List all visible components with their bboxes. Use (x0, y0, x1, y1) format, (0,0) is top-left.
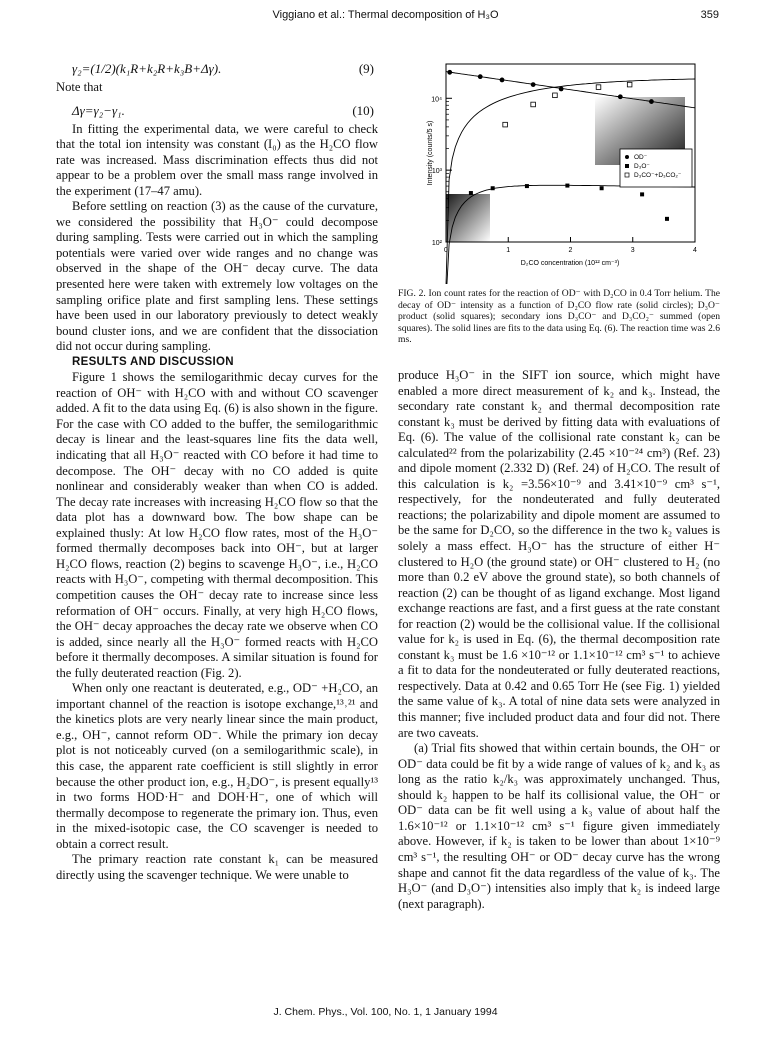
paragraph: When only one reactant is deuterated, e.g., OD⁻ +H₂CO, an important channel of the reaction is isotope exchange,¹³˒²¹ and the kinetics plots are very nearly linear since the main product, e.g., OH⁻, cannot reform OD⁻. While the primary ion decay plot is not noticeably curved (on a semilogarithmic scale), in this case, the apparent rate coefficient is still slightly in error because the other product ion, e.g., H₂DO⁻, is present equally¹³ in two forms HOD·H⁻ and DOH·H⁻, one of which will thermally decompose to regenerate the primary ion. Thus, even in the mixed-isotopic case, the CO scavenger is needed to obtain a correct result. (56, 681, 378, 851)
paragraph: (a) Trial fits showed that within certain bounds, the OH⁻ or OD⁻ data could be fit by a wide range of values of k₂ and k₃ as long as the ratio k₂/k₃ was approximately unchanged. Thus, should k₂ happen to be half its collisional value, the OH⁻ or OD⁻ data can be fit well using a k₃ value of about half the 1.6×10⁻¹² or 1.1×10⁻¹² cm³ s⁻¹ figure given immediately above. However, if k₂ is taken to be lower than about 1×10⁻⁹ cm³ s⁻¹, the resulting OH⁻ or OD⁻ decay curve has the wrong shape and cannot fit the data regardless of the value of k₃. The H₃O⁻ (and D₃O⁻) intensities also imply that k₂ is indeed large (next paragraph). (398, 741, 720, 911)
legend-label: D₃O⁻ (634, 163, 650, 170)
equation-10 (56, 100, 378, 122)
legend-label: OD⁻ (634, 154, 648, 161)
legend-marker-od (625, 155, 629, 159)
equation-9-number: (9) (358, 61, 374, 76)
note-text: Note that (56, 80, 103, 94)
x-axis-label: D₂CO concentration (10¹² cm⁻³) (520, 260, 620, 267)
data-point-od (531, 82, 536, 87)
x-tick-label: 3 (630, 247, 635, 254)
data-point-secondary (553, 93, 558, 98)
shaded-region-lower (446, 194, 490, 242)
data-point-od (649, 99, 654, 104)
equation-10-number: (10) (352, 102, 374, 118)
data-point-d3o (600, 186, 604, 190)
x-tick-label: 2 (568, 247, 573, 254)
journal-footer: J. Chem. Phys., Vol. 100, No. 1, 1 January 1994 (273, 1006, 498, 1018)
y-tick-label: 10³ (431, 168, 442, 176)
paragraph: In fitting the experimental data, we were careful to check that the total ion intensity was constant (I₀) as the H₂CO flow rate was increased. Mass discrimination effects thus did not appear to be a problem over the small mass range involved in the experiment (17–47 amu). (56, 121, 378, 198)
x-tick-label: 1 (506, 247, 511, 254)
data-point-d3o (565, 184, 569, 188)
paragraph: The primary reaction rate constant k₁ can be measured directly using the scavenger technique. We were unable to (56, 852, 378, 882)
data-point-od (559, 87, 564, 92)
data-point-od (478, 74, 483, 79)
data-point-secondary (531, 102, 536, 107)
x-tick-label: 4 (693, 247, 697, 254)
legend-label: D₃CO⁻+D₃CO₂⁻ (634, 172, 682, 179)
data-point-secondary (596, 85, 601, 90)
data-point-d3o (491, 186, 495, 190)
chart-svg (420, 62, 710, 284)
y-tick-label: 10⁴ (431, 96, 442, 104)
figure-caption: FIG. 2. Ion count rates for the reaction of OD⁻ with D₂CO in 0.4 Torr helium. The decay of OD⁻ intensity as a function of D₂CO flow rate (solid circles); D₃O⁻ product (solid squares); secondary ions D₃CO⁻ and D₃CO₂⁻ summed (open squares). The solid lines are fits to the data using Eq. (6). The reaction time was 2.6 ms. (398, 288, 720, 345)
page-number: 359 (700, 9, 719, 21)
data-point-d3o (469, 191, 473, 195)
data-point-od (618, 94, 623, 99)
y-axis-label: Intensity (counts/5 s) (427, 120, 434, 186)
paragraph: Figure 1 shows the semilogarithmic decay curves for the reaction of OH⁻ with H₂CO with and without CO scavenger added. A fit to the data using Eq. (6) is also shown in the figure. For the case with CO added to the buffer, the semilogarithmic decay is linear and the least-squares line fits the data well, indicating that all H₃O⁻ reacted with CO before it had time to decompose. The OH⁻ decay with no CO added is quite nonlinear and considerably weaker than when CO is added. The decay rate increases with increasing H₂CO flow so that the data plot has a downward bow. The bow shape can be explained thusly: At low H₂CO flow rates, most of the H₃O⁻ formed thermally decomposes back into OH⁻, but at larger H₂CO flows, reaction (2) begins to scavenge H₃O⁻, i.e., H₂CO reacts with H₃O⁻, competing with thermal decomposition. This competition causes the OH⁻ decay rate to increase since less reformation of OH⁻ occurs. Finally, at very high H₂CO flows, the OH⁻ decay approaches the decay rate we observe when CO is added, since nearly all the H₃O⁻ formed reacts with H₂CO before it thermally decomposes. A similar situation is found for the fully deuterated reaction (Fig. 2). (56, 370, 378, 680)
left-column (56, 58, 378, 883)
data-point-d3o (525, 184, 529, 188)
data-point-secondary (503, 122, 508, 127)
equation-9-expression: γ₂=(1/2)(k₁R+k₂R+k₃B+Δγ). (72, 61, 222, 76)
data-point-d3o (665, 217, 669, 221)
data-point-secondary (627, 82, 632, 87)
y-tick-label: 10² (431, 240, 442, 247)
right-column (398, 368, 720, 912)
data-point-od (500, 78, 505, 83)
equation-10-expression: Δγ=γ₂−γ₁. (72, 102, 125, 118)
fit-curve-od (446, 72, 695, 108)
running-title: Viggiano et al.: Thermal decomposition of H₃O (272, 9, 499, 21)
x-tick-label: 0 (444, 247, 448, 254)
data-point-d3o (640, 192, 644, 196)
figure-2 (420, 62, 710, 284)
equation-9 (56, 58, 378, 80)
section-heading: RESULTS AND DISCUSSION (72, 355, 234, 368)
paragraph: produce H₃O⁻ in the SIFT ion source, which might have enabled a more direct measurement of k₂ and k₃. Instead, the secondary rate constant k₂ and thermal decomposition rate constant k₃ must be derived by fitting data with evaluations of Eq. (6). The value of the collisional rate constant k₂ can be calculated²² from the polarizability (2.45 ×10⁻²⁴ cm³) (Ref. 23) and dipole moment (2.332 D) (Ref. 24) of H₂CO. The result of this calculation is k₂ =3.56×10⁻⁹ and 3.41×10⁻⁹ cm³ s⁻¹, respectively, for the nondeuterated and fully deuterated reactions; the polarizability and dipole moment are assumed to be the same for D₂CO, so the difference in the two k₂ values is solely a mass effect. H₃O⁻ has the structure of either H⁻ clustered to H₂O (the ground state) or OH⁻ clustered to H₂ (no more than 0.2 eV above the ground state), so both channels of reaction (2) can be thought of as ligand exchange. Most ligand exchange reactions are fast, and a first guess at the rate constant for reaction (2) would be the collisional value. If the collisional value for k₂ is used in Eq. (6), the thermal decomposition rate constant k₃ must be 1.6 ×10⁻¹² or 1.1×10⁻¹² cm³ s⁻¹ to achieve a fit to data for the nondeuterated or fully deuterated reactions, respectively. Data at 0.42 and 0.65 Torr He (see Fig. 1) yielded the same value of k₃. A total of nine data sets were analyzed in this manner; five included product data and four did not. There are two caveats. (398, 368, 720, 740)
legend-box (620, 149, 692, 187)
legend-marker-secondary (625, 173, 629, 177)
paragraph: Before settling on reaction (3) as the cause of the curvature, we considered the possibility that H₃O⁻ could decompose during sampling. Tests were carried out in which the sampling potentials were varied over wide ranges and no change was observed in the shape of the OH⁻ decay curve. The data presented here were taken with extremely low voltages on the sampling orifice plate and first sampling lens. These settings have been used in our laboratory previously to detect weakly bound cluster ions, and we are confident that the dissociation did not occur during sampling. (56, 199, 378, 354)
legend-marker-d3o (625, 164, 629, 168)
data-point-od (447, 70, 452, 75)
